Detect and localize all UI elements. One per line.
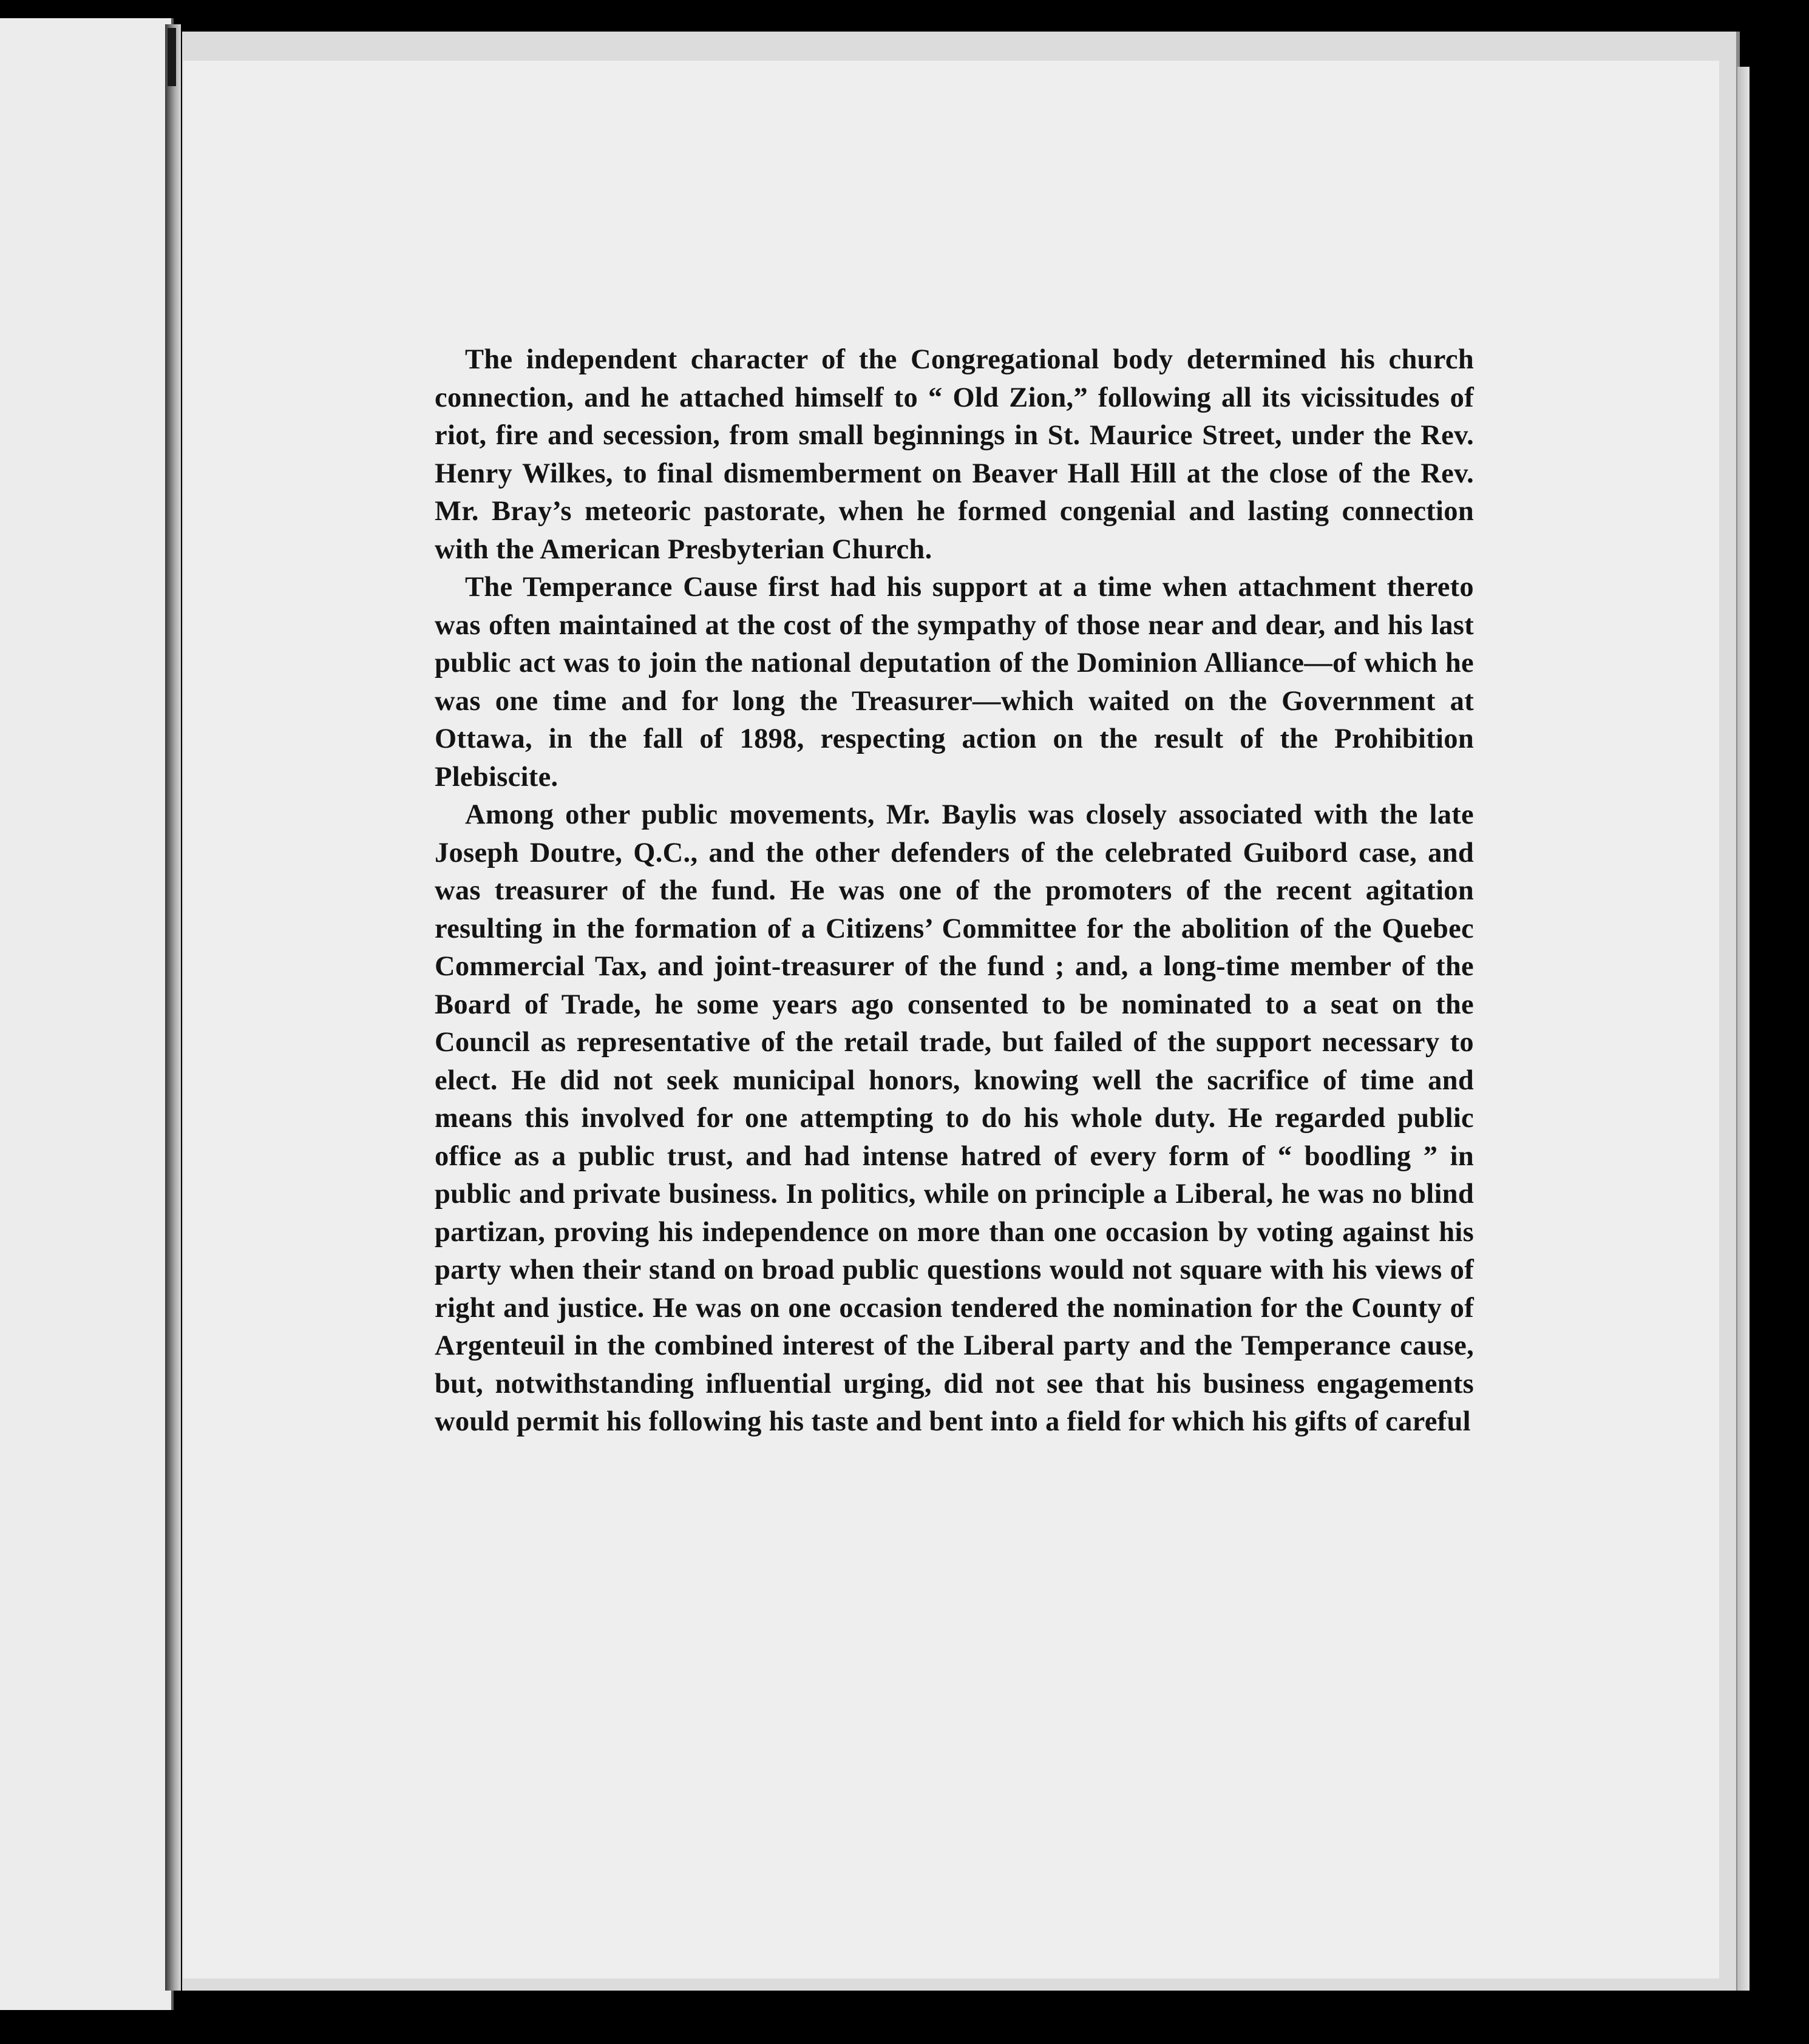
paragraph-public-movements: Among other public movements, Mr. Baylis was closely associated with the late Joseph Doutre, Q.C., and the other defenders of the celebrated Guibord case, and was treasurer of the fund. He was one of the promoters of the recent agitation resulting in the formation of a Citizens’ Committee for the abolition of the Quebec Commercial Tax, and joint-treasurer of the fund ; and, a long-time member of the Board of Trade, he some years ago consented to be nominated to a seat on the Council as representative of the retail trade, but failed of the support necessary to elect. He did not seek municipal honors, knowing well the sacrifice of time and means this involved for one attempting to do his whole duty. He regarded public office as a public trust, and had intense hatred of every form of “ boodling ” in public and private business. In politics, while on principle a Liberal, he was no blind partizan, proving his independence on more than one occasion by voting against his party when their stand on broad public questions would not square with his views of right and justice. He was on one occasion tendered the nomination for the County of Argenteuil in the combined interest of the Liberal party and the Temperance cause, but, notwithstanding influential urging, did not see that his business engagements would permit his following his taste and bent into a field for which his gifts of careful xyxy=(435,799,1474,1437)
body-text xyxy=(435,341,1474,1441)
paragraph-temperance: The Temperance Cause first had his support at a time when attachment thereto was often maintained at the cost of the sympathy of those near and dear, and his last public act was to join the national deputation of the Dominion Alliance—of which he was one time and for long the Treasurer—which waited on the Government at Ottawa, in the fall of 1898, respecting action on the result of the Prohibition Plebiscite. xyxy=(435,572,1474,793)
paragraph-congregational: The independent character of the Congregational body determined his church connection, and he attached himself to “ Old Zion,” following all its vicissitudes of riot, fire and secession, from small beginnings in St. Maurice Street, under the Rev. Henry Wilkes, to final dismemberment on Beaver Hall Hill at the close of the Rev. Mr. Bray’s meteoric pastorate, when he formed congenial and lasting connection with the American Presbyterian Church. xyxy=(435,344,1474,565)
facing-page-edge xyxy=(0,18,174,2010)
page-edge xyxy=(1737,67,1750,1991)
gutter-mark xyxy=(168,28,176,86)
binding-gutter xyxy=(165,24,181,1991)
